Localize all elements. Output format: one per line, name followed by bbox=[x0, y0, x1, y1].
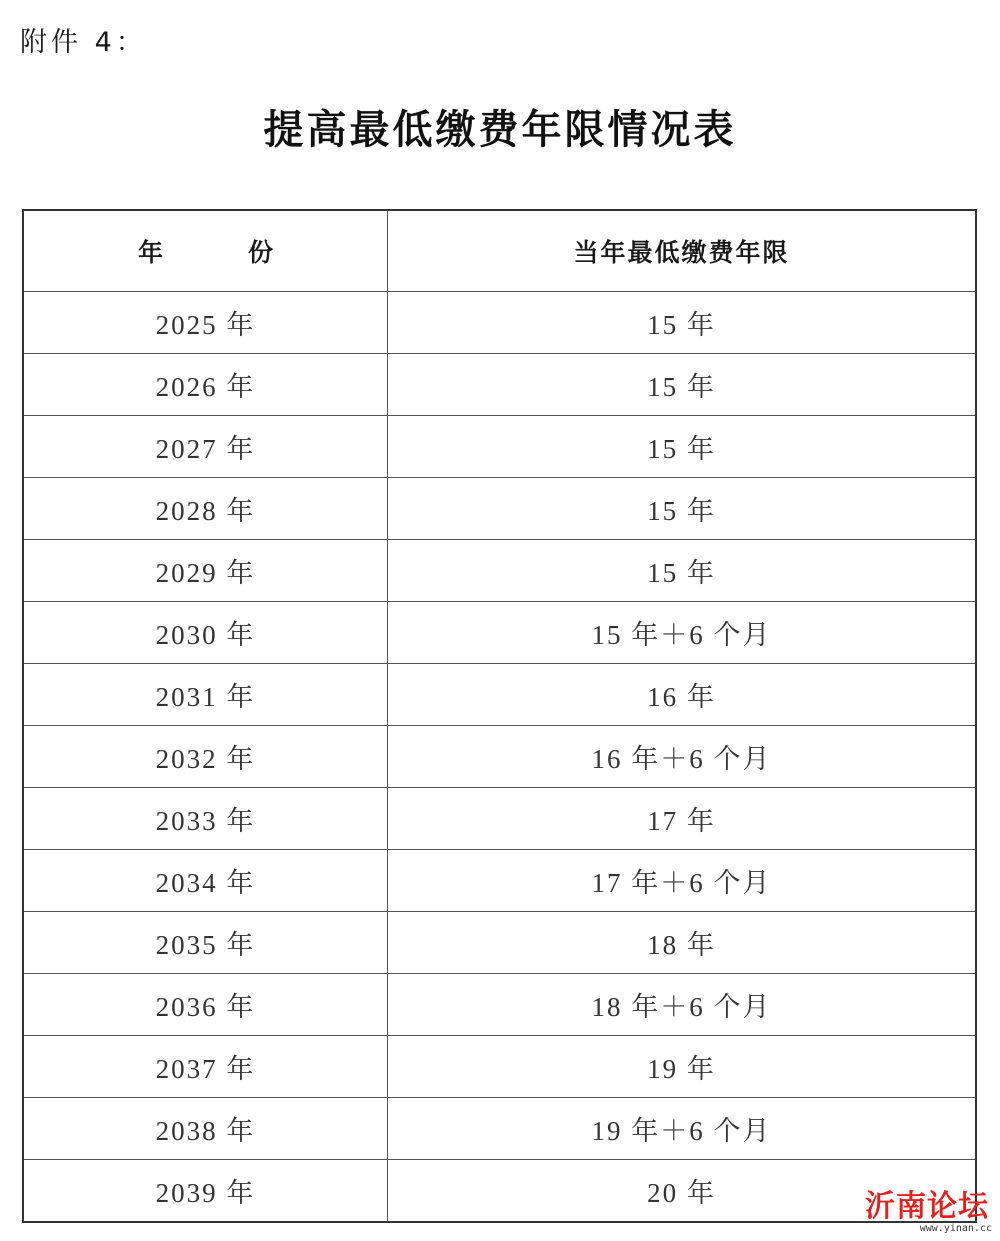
cell-limit: 15 年 bbox=[388, 478, 977, 540]
cell-year: 2032 年 bbox=[23, 726, 388, 788]
table-row bbox=[23, 726, 976, 788]
page-title: 提高最低缴费年限情况表 bbox=[263, 106, 737, 153]
cell-limit: 15 年＋6 个月 bbox=[388, 602, 977, 664]
cell-limit: 20 年 bbox=[388, 1160, 977, 1223]
table-row bbox=[23, 788, 976, 850]
cell-year: 2033 年 bbox=[23, 788, 388, 850]
site-watermark bbox=[862, 1191, 992, 1235]
table-row bbox=[23, 292, 976, 354]
cell-limit: 19 年 bbox=[388, 1036, 977, 1098]
table-row bbox=[23, 1098, 976, 1160]
cell-limit: 18 年＋6 个月 bbox=[388, 974, 977, 1036]
table-row bbox=[23, 912, 976, 974]
cell-limit: 19 年＋6 个月 bbox=[388, 1098, 977, 1160]
table-row bbox=[23, 664, 976, 726]
cell-limit: 16 年＋6 个月 bbox=[388, 726, 977, 788]
table-row bbox=[23, 1036, 976, 1098]
data-table-container bbox=[22, 209, 977, 1223]
cell-limit: 15 年 bbox=[388, 540, 977, 602]
cell-limit: 15 年 bbox=[388, 292, 977, 354]
cell-year: 2029 年 bbox=[23, 540, 388, 602]
cell-year: 2030 年 bbox=[23, 602, 388, 664]
table-row bbox=[23, 478, 976, 540]
table-body bbox=[23, 292, 976, 1223]
column-header-limit: 当年最低缴费年限 bbox=[388, 210, 977, 292]
cell-year: 2028 年 bbox=[23, 478, 388, 540]
cell-year: 2038 年 bbox=[23, 1098, 388, 1160]
table-header-row bbox=[23, 210, 976, 292]
cell-limit: 18 年 bbox=[388, 912, 977, 974]
cell-year: 2031 年 bbox=[23, 664, 388, 726]
min-contribution-table bbox=[22, 209, 977, 1223]
cell-year: 2027 年 bbox=[23, 416, 388, 478]
table-row bbox=[23, 354, 976, 416]
cell-year: 2039 年 bbox=[23, 1160, 388, 1223]
cell-limit: 15 年 bbox=[388, 416, 977, 478]
cell-limit: 15 年 bbox=[388, 354, 977, 416]
cell-year: 2037 年 bbox=[23, 1036, 388, 1098]
cell-year: 2026 年 bbox=[23, 354, 388, 416]
table-row bbox=[23, 850, 976, 912]
cell-limit: 16 年 bbox=[388, 664, 977, 726]
cell-limit: 17 年＋6 个月 bbox=[388, 850, 977, 912]
cell-limit: 17 年 bbox=[388, 788, 977, 850]
cell-year: 2036 年 bbox=[23, 974, 388, 1036]
table-row bbox=[23, 974, 976, 1036]
table-row bbox=[23, 602, 976, 664]
column-header-year: 年 份 bbox=[23, 210, 388, 292]
table-row bbox=[23, 540, 976, 602]
attachment-label: 附件 4： bbox=[20, 27, 147, 58]
cell-year: 2025 年 bbox=[23, 292, 388, 354]
cell-year: 2034 年 bbox=[23, 850, 388, 912]
cell-year: 2035 年 bbox=[23, 912, 388, 974]
watermark-logo: 沂南论坛 bbox=[865, 1189, 989, 1224]
table-row bbox=[23, 416, 976, 478]
table-row bbox=[23, 1160, 976, 1223]
watermark-url: www.yinan.cc bbox=[919, 1223, 992, 1234]
